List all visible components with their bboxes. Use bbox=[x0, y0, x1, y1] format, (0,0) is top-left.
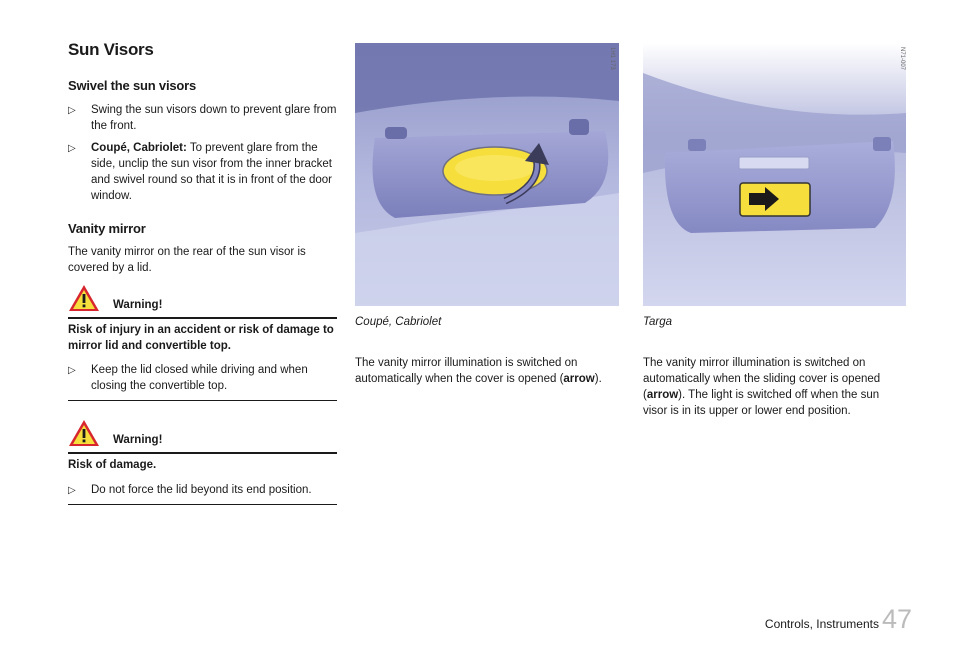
bullet-body: To prevent glare from the side, unclip the sun visor from the inner bracket and swivel round so that it is in front of the door window. bbox=[91, 142, 332, 202]
figure-code: N71-007 bbox=[899, 47, 905, 71]
warning-bold-text: Risk of damage. bbox=[68, 459, 157, 471]
page-title: Sun Visors bbox=[68, 40, 154, 59]
desc-text: The vanity mirror illumination is switched on automatically when the sliding cover is opened ( bbox=[643, 357, 881, 401]
warning-triangle-icon bbox=[68, 419, 100, 447]
bullet-text: Swing the sun visors down to prevent glare from the front. bbox=[91, 104, 337, 132]
section-heading-vanity: Vanity mirror bbox=[68, 221, 146, 236]
desc-bold: arrow bbox=[563, 373, 595, 385]
bullet-triangle-icon: ▷ bbox=[68, 143, 76, 154]
bullet-triangle-icon: ▷ bbox=[68, 485, 76, 496]
vanity-description: The vanity mirror on the rear of the sun visor is covered by a lid. bbox=[68, 246, 306, 274]
figure-targa-visor-image bbox=[643, 43, 906, 306]
figure-description bbox=[355, 355, 619, 387]
footer-section: Controls, Instruments bbox=[764, 617, 879, 631]
desc-text: The vanity mirror illumination is switched on automatically when the cover is opened ( bbox=[355, 357, 578, 385]
page-footer bbox=[765, 604, 912, 635]
list-item bbox=[68, 102, 337, 134]
desc-text-end: ). bbox=[594, 373, 602, 385]
divider bbox=[68, 400, 337, 401]
figure-caption: Coupé, Cabriolet bbox=[355, 316, 442, 328]
desc-bold: arrow bbox=[646, 389, 679, 401]
divider bbox=[68, 452, 337, 454]
bullet-text: Do not force the lid beyond its end position. bbox=[91, 484, 312, 496]
page-number: 47 bbox=[881, 604, 912, 634]
figure-description bbox=[643, 355, 906, 419]
warning-label: Warning! bbox=[113, 299, 163, 311]
list-item bbox=[68, 362, 337, 394]
bullet-bold-label: Coupé, Cabriolet: bbox=[91, 142, 187, 154]
bullet-triangle-icon: ▷ bbox=[68, 105, 76, 116]
divider bbox=[68, 504, 337, 505]
warning-label: Warning! bbox=[113, 434, 163, 446]
list-item bbox=[68, 482, 337, 499]
figure-coupe-visor-image bbox=[355, 43, 619, 306]
divider bbox=[68, 317, 337, 319]
visor-illustration bbox=[355, 43, 619, 306]
warning-header bbox=[68, 284, 162, 312]
section-heading-swivel: Swivel the sun visors bbox=[68, 78, 197, 93]
visor-illustration bbox=[643, 43, 906, 306]
bullet-text bbox=[91, 140, 337, 204]
list-item bbox=[68, 140, 337, 204]
warning-bold-text: Risk of injury in an accident or risk of damage to mirror lid and convertible top. bbox=[68, 324, 334, 352]
warning-triangle-icon bbox=[68, 284, 100, 312]
bullet-text: Keep the lid closed while driving and when closing the convertible top. bbox=[91, 364, 308, 392]
figure-caption: Targa bbox=[643, 316, 672, 328]
figure-code: 1H1 173 bbox=[609, 47, 615, 70]
bullet-triangle-icon: ▷ bbox=[68, 365, 76, 376]
warning-header bbox=[68, 419, 162, 447]
desc-text-end: ). The light is switched off when the sun visor is in its upper or lower end position. bbox=[643, 389, 880, 417]
